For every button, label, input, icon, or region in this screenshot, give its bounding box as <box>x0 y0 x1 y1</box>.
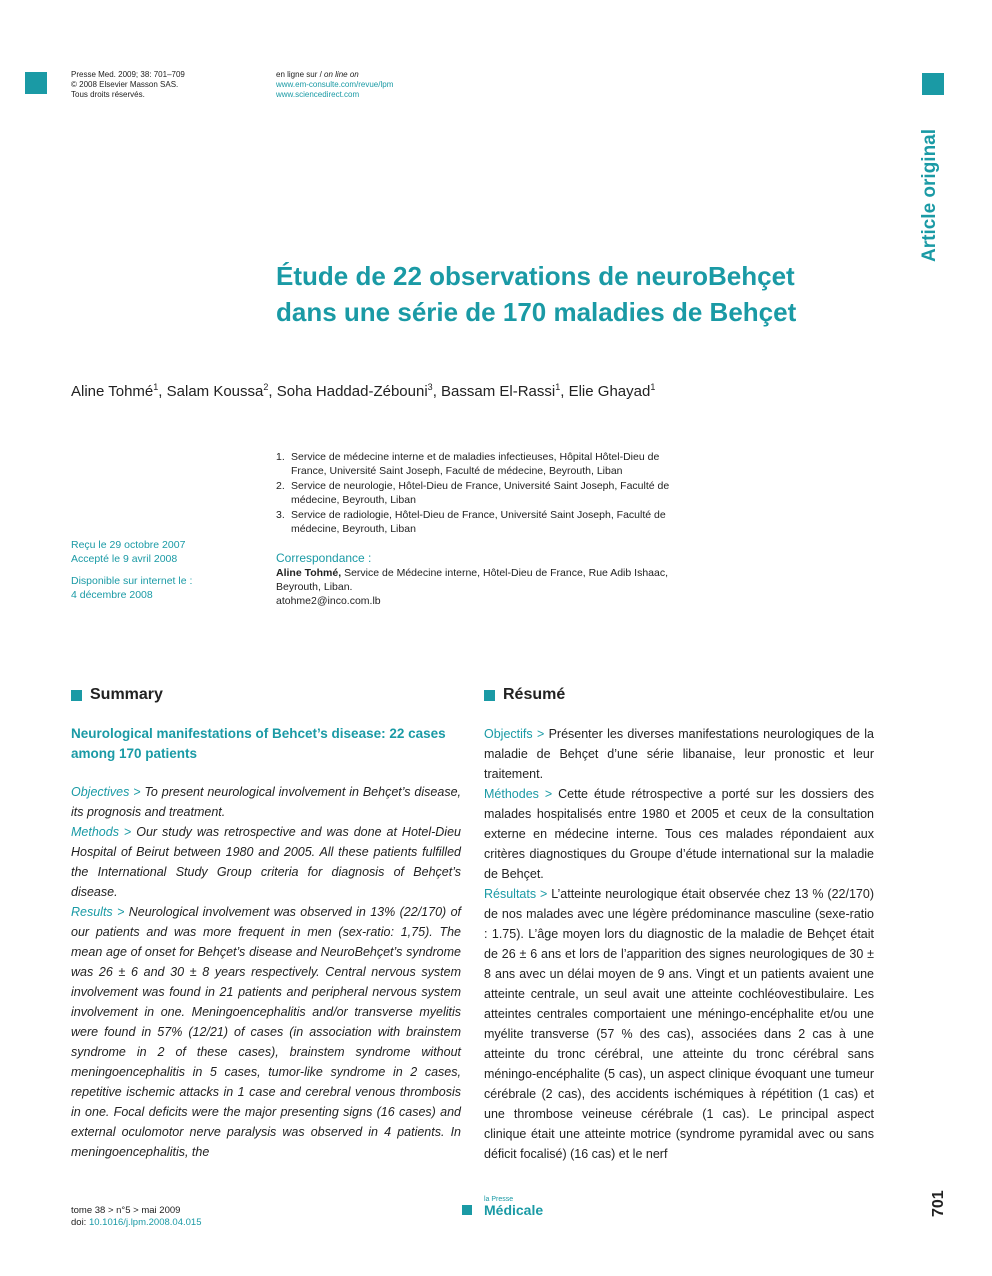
article-dates <box>71 538 261 602</box>
online-date-label: Disponible sur internet le : <box>71 575 193 587</box>
corner-square-left <box>25 72 47 94</box>
section-bullet-icon <box>484 690 495 701</box>
affiliation-item: 1. Service de médecine interne et de maladies infectieuses, Hôpital Hôtel-Dieu de France, Université Saint Joseph, Faculté de médecine, Beyrouth, Liban <box>276 451 660 477</box>
article-title <box>276 258 896 330</box>
logo-small-text: la Presse <box>484 1196 514 1203</box>
url-link[interactable]: www.sciencedirect.com <box>276 90 360 99</box>
issue-info: tome 38 > n°5 > mai 2009 <box>71 1205 181 1216</box>
footer-issue <box>71 1205 331 1229</box>
doi: doi: 10.1016/j.lpm.2008.04.015 <box>71 1217 202 1228</box>
resume-paragraph: Objectifs > Présenter les diverses manifestations neurologiques de la maladie de Behçet d’une série libanaise, leur pronostic et leur traitement. <box>484 727 874 781</box>
correspondence <box>276 551 691 608</box>
copyright: © 2008 Elsevier Masson SAS. <box>71 80 179 89</box>
summary-heading: Summary <box>71 686 461 704</box>
affiliations <box>276 450 686 537</box>
journal-logo <box>462 1196 592 1220</box>
article-type-label: Article original <box>919 128 940 262</box>
resume-heading: Résumé <box>484 686 874 704</box>
section-bullet-icon <box>71 690 82 701</box>
doi-link[interactable]: 10.1016/j.lpm.2008.04.015 <box>88 1217 202 1228</box>
rights: Tous droits réservés. <box>71 90 145 99</box>
correspondence-email[interactable]: atohme2@inco.com.lb <box>276 595 381 607</box>
citation: Presse Med. 2009; 38: 701–709 <box>71 70 185 79</box>
title-line: dans une série de 170 maladies de Behçet <box>276 297 797 327</box>
summary-paragraph: Methods > Our study was retrospective and was done at Hotel-Dieu Hospital of Beirut between 1980 and 2005. All these patients fulfilled the International Study Group criteria for diagnosis of Behçet’s disease. <box>71 825 461 899</box>
author: Bassam El-Rassi$^1$, <box>441 382 569 400</box>
accepted-date: Accepté le 9 avril 2008 <box>71 553 178 565</box>
resume-paragraph: Résultats > L’atteinte neurologique était observée chez 13 % (22/170) de nos malades avec une légère prédominance masculine (sexe-ratio : 1.75). L’âge moyen lors du diagnostic de la maladie de Behçet était de 26 ± 6 ans et lors de l’apparition des signes neurologiques de 30 ± 8 ans avec un délai moyen de 9 ans. Vingt et un patients avaient une atteinte centrale, un seul avait une atteinte cochléovestibulaire. Les atteintes centrales comportaient une méningo-encéphalite et/ou une myélite transverse (57 % des cas), associées dans 2 cas à une atteinte du tronc cérébral, une atteinte du tronc cérébral sans méningo-encéphalite (5 cas), un aspect clinique évoquant une tumeur cérébrale (2 cas), des accidents ischémiques à répétition (1 cas) et une thrombose veineuse cérébrale (1 cas). Le principal aspect clinique était une atteinte motrice (syndrome pyramidal avec ou sans déficit focalisé) (16 cas) et le nerf <box>484 887 874 1161</box>
logo-square-icon <box>462 1205 472 1215</box>
title-line: Étude de 22 observations de neuroBehçet <box>276 261 795 291</box>
resume-column <box>484 686 874 1164</box>
author: Soha Haddad-Zébouni$^3$, <box>276 382 442 400</box>
online-links <box>276 70 476 100</box>
summary-column <box>71 686 461 1162</box>
page-number: 701 <box>930 1190 947 1217</box>
author: Salam Koussa$^2$, <box>166 382 277 400</box>
author: Aline Tohmé$^1$, <box>71 382 167 400</box>
online-date: 4 décembre 2008 <box>71 589 153 601</box>
logo-text: Médicale <box>484 1202 544 1218</box>
affiliation-item: 2. Service de neurologie, Hôtel-Dieu de France, Université Saint Joseph, Faculté de médecine, Beyrouth, Liban <box>276 480 670 506</box>
english-title: Neurological manifestations of Behcet’s disease: 22 cases among 170 patients <box>71 726 446 761</box>
author-list <box>71 382 891 400</box>
url-link[interactable]: www.em-consulte.com/revue/lpm <box>276 80 394 89</box>
corner-square-right <box>922 73 944 95</box>
summary-paragraph: Results > Neurological involvement was observed in 13% (22/170) of our patients and was more frequent in men (sex-ratio: 1,75). The mean age of onset for Behçet’s disease and NeuroBehçet’s syndrome was 26 ± 6 and 30 ± 8 years respectively. Central nervous system involvement was found in 21 patients and peripheral nervous system involvement in one. Meningoencephalitis and/or transverse myelitis were found in 57% (12/21) of cases (in association with brainstem syndrome in 2 of these cases), brainstem syndrome without meningoencephalitis in 5 cases, tumor-like syndrome in 2 cases, repetitive ischemic attacks in 1 case and cerebral venous thrombosis in one. Focal deficits were the major presenting signs (16 cases) and external oculomotor nerve paralysis was observed in 4 patients. In meningoencephalitis, the <box>71 905 461 1159</box>
resume-paragraph: Méthodes > Cette étude rétrospective a porté sur les dossiers des malades hospitalisés entre 1980 et 2005 et ceux de la consultation externe en médecine interne. Tous ces malades répondaient aux critères diagnostiques du Groupe d’étude international sur la maladie de Behçet. <box>484 787 875 881</box>
journal-citation <box>71 70 251 100</box>
online-label: en ligne sur / on line on <box>276 70 359 79</box>
author: Elie Ghayad$^1$ <box>568 382 656 400</box>
received-date: Reçu le 29 octobre 2007 <box>71 539 186 551</box>
correspondence-address: Aline Tohmé, Service de Médecine interne, Hôtel-Dieu de France, Rue Adib Ishaac, Beyrouth, Liban. <box>276 567 668 593</box>
correspondence-label: Correspondance : <box>276 551 372 565</box>
affiliation-item: 3. Service de radiologie, Hôtel-Dieu de France, Université Saint Joseph, Faculté de médecine, Beyrouth, Liban <box>276 509 666 535</box>
summary-paragraph: Objectives > To present neurological involvement in Behçet’s disease, its prognosis and treatment. <box>71 785 461 819</box>
